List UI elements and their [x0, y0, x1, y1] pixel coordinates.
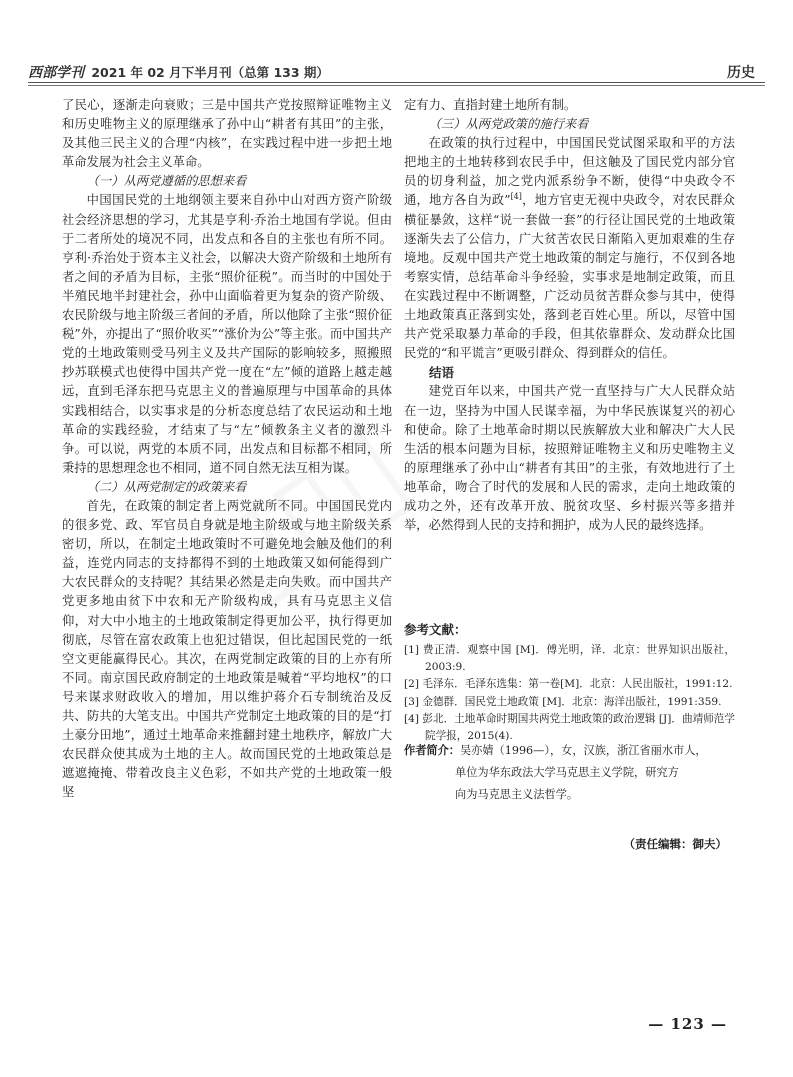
reference-item: [4] 彭北．土地革命时期国共两党土地政策的政治逻辑 [J]．曲靖师范学院学报，2015(4). [404, 712, 735, 743]
journal-info [28, 62, 329, 82]
citation-4: [4] [510, 192, 522, 202]
reference-item: [2] 毛泽东．毛泽东选集：第一卷[M]．北京：人民出版社，1991:12. [404, 678, 733, 691]
paragraph-continued: 定有力、直指封建土地所有制。 [404, 98, 577, 112]
page-header [28, 60, 765, 84]
section-label: 历史 [727, 65, 755, 81]
journal-logo: 西部学刊 [28, 65, 84, 81]
left-column [62, 96, 392, 802]
paragraph-2: 首先，在政策的制定者上两党就所不同。中国国民党内的很多党、政、军官员自身就是地主阶级或与地主阶级关系密切，所以，在制定土地政策时不可避免地会触及他们的利益，连党内同志的支持都得不到的土地政策又如何能得到广大农民群众的支持呢？其结果必然是走向失败。而中国共产党更多地由贫下中农和无产阶级构成，具有马克思主义信仰，对大中小地主的土地政策制定得更加公平，执行得更加彻底，尽管在富农政策上也犯过错误，但比起国民党的一纸空文更能赢得民心。其次，在两党制定政策的目的上亦有所不同。南京国民政府制定的土地政策是喊着“平均地权”的口号来谋求财政收入的增加，用以维护蒋介石专制统治及反共、防共的大笔支出。中国共产党制定土地政策的目的是“打土豪分田地”，通过土地革命来推翻封建土地秩序，解放广大农民群众使其成为土地的主人。故而国民党的土地政策总是遮遮掩掩、带着改良主义色彩，不如共产党的土地政策一般坚 [62, 498, 392, 800]
author-label: 作者简介： [404, 744, 460, 757]
author-text-1: 吴亦婧（1996—），女，汉族，浙江省丽水市人， [459, 744, 707, 757]
references [404, 620, 735, 745]
paragraph-3-part-b: ，地方官吏无视中央政令，对农民群众横征暴敛，这样“说一套做一套”的行径让国民党的土地政策逐渐失去了公信力，广大贫苦农民日渐陷入更加艰难的生存境地。反观中国共产党土地政策的制定与施行，不仅到各地考察实情，总结革命斗争经验，实事求是地制定政策，而且在实践过程中不断调整，广泛动员贫苦群众参与其中，使得土地政策真正落到实处，落到老百姓心里。所以，尽管中国共产党采取暴力革命的手段，但其依靠群众、发动群众比国民党的“和平谎言”更吸引群众、得到群众的信任。 [404, 193, 735, 361]
author-line-3: 向为马克思主义法哲学。 [455, 788, 579, 801]
paragraph-intro: 了民心，逐渐走向衰败；三是中国共产党按照辩证唯物主义和历史唯物主义的原理继承了孙中山“耕者有其田”的主张，及其他三民主义的合理“内核”，在实践过程中进一步把土地革命发展为社会主义革命。 [62, 98, 392, 170]
section-heading-1: （一）从两党遵循的思想来看 [86, 174, 247, 189]
header-rule-thin [28, 85, 765, 86]
section-heading-3: （三）从两党政策的施行来看 [428, 117, 589, 132]
conclusion-paragraph: 建党百年以来，中国共产党一直坚持与广大人民群众站在一边，坚持为中国人民谋幸福，为中华民族谋复兴的初心和使命。除了土地革命时期以民族解放大业和解决广大人民生活的根本问题为目标，按照辩证唯物主义和历史唯物主义的原理继承了孙中山“耕者有其田”的主张，有效地进行了土地革命，吻合了时代的发展和人民的需求，走向土地政策的成功之外，还有改革开放、脱贫攻坚、乡村振兴等多措并举，必然得到人民的支持和拥护，成为人民的最终选择。 [404, 384, 735, 533]
page-number: — 123 — [648, 1015, 727, 1033]
paragraph-1: 中国国民党的土地纲领主要来自孙中山对西方资产阶级社会经济思想的学习，尤其是亨利·乔治土地国有学说。但由于二者所处的境况不同，出发点和各自的主张也有所不同。亨利·乔治处于资本主义社会，以解决大资产阶级和土地所有者之间的矛盾为目标，主张“照价征税”。而当时的中国处于半殖民地半封建社会，孙中山面临着更为复杂的资产阶级、农民阶级与地主阶级三者间的矛盾，所以他除了主张“照价征税”外，亦提出了“照价收买”“涨价为公”等主张。而中国共产党的土地政策则受马列主义及共产国际的影响较多，照搬照抄苏联模式也使得中国共产党一度在“左”倾的道路上越走越远，直到毛泽东把马克思主义的普遍原理与中国革命的具体实践相结合，以实事求是的分析态度总结了农民运动和土地革命的实践经验，才结束了与“左”倾教条主义者的激烈斗争。可以说，两党的本质不同，出发点和目标都不相同，所秉持的思想理念也不相同，道不同自然无法互相为谋。 [62, 193, 392, 475]
author-bio [404, 740, 735, 806]
header-rule [28, 82, 765, 83]
author-line-2: 单位为华东政法大学马克思主义学院，研究方 [455, 766, 679, 779]
reference-item: [1] 费正清．观察中国 [M]．傅光明，译．北京：世界知识出版社，2003:9. [404, 644, 735, 674]
section-heading-2: （二）从两党制定的政策来看 [86, 479, 247, 494]
responsible-editor: （责任编辑：御夫） [623, 837, 727, 851]
right-column [404, 96, 735, 535]
paragraph-3-part-a: 在政策的执行过程中，中国国民党试图采取和平的方法把地主的土地转移到农民手中，但这触及了国民党内部分官员的切身利益，加之党内派系纷争不断，使得“中央政令不通，地方各自为政” [404, 136, 735, 208]
author-line-1 [404, 740, 735, 762]
issue-info: 2021 年 02 月下半月刊（总第 133 期） [91, 65, 329, 80]
references-title: 参考文献： [404, 622, 467, 637]
conclusion-heading: 结语 [429, 365, 455, 381]
paragraph-3 [404, 134, 735, 363]
reference-item: [3] 金德群．国民党土地政策 [M]．北京：海洋出版社，1991:359. [404, 695, 722, 708]
